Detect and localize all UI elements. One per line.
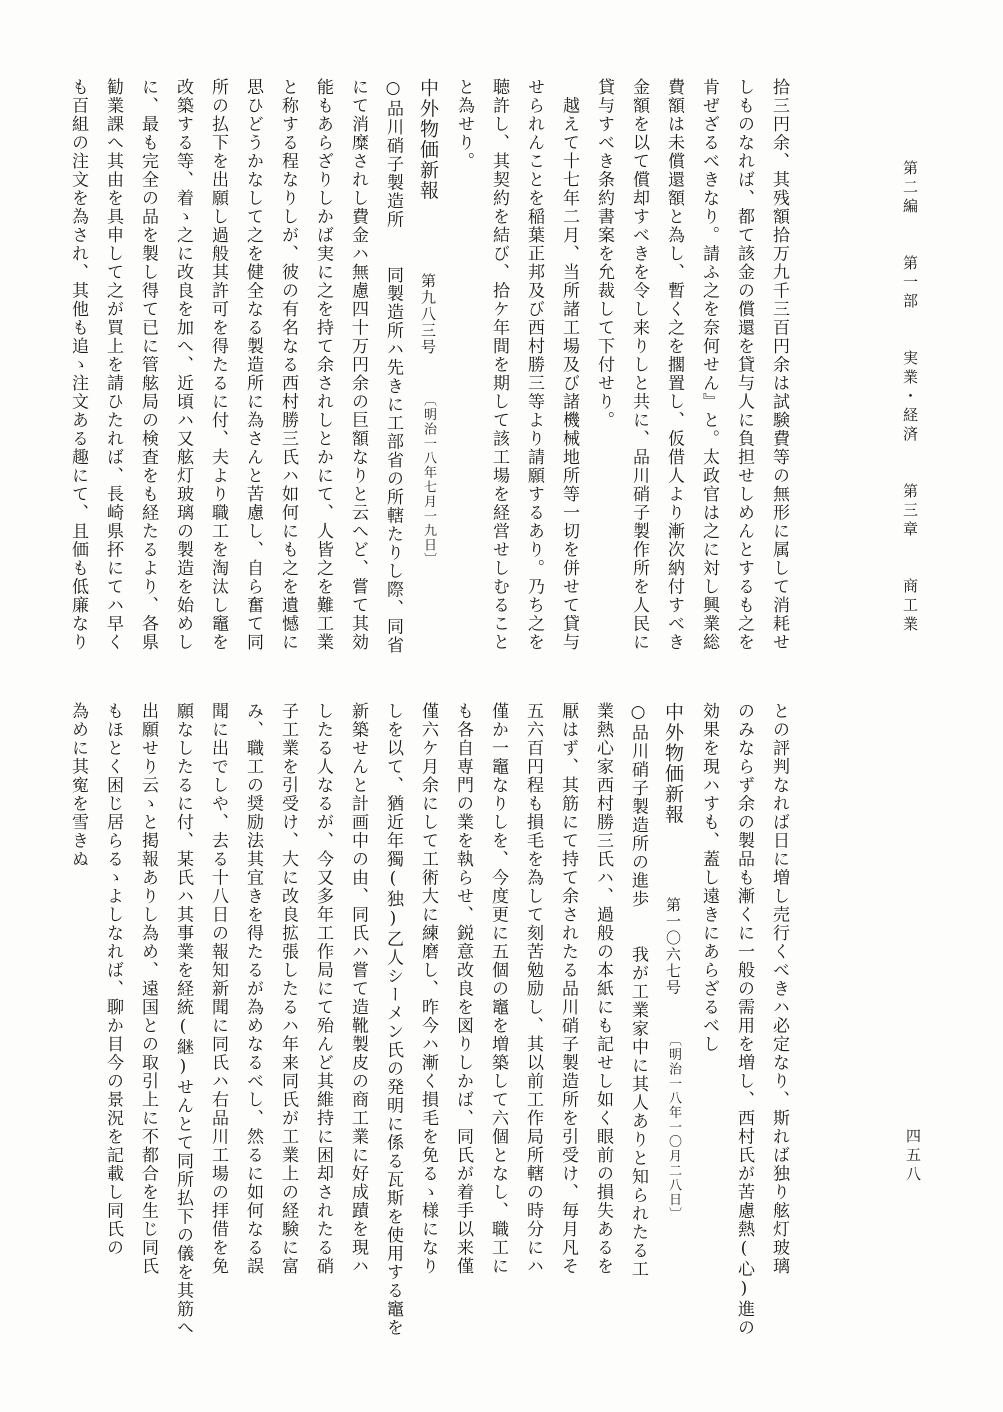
page-number: 四五八 xyxy=(904,1128,922,1185)
text-column: と称する程なりしが、彼の有名なる西村勝三氏ハ如何にも之を遺憾に xyxy=(278,78,298,652)
text-column: 為めに其寃を雪きぬ xyxy=(68,702,88,869)
header-edition: 第二編 xyxy=(901,160,919,217)
header-part: 第一部 xyxy=(901,255,919,312)
text-column: 思ひどうかなして之を健全なる製造所に為さんと苦慮し、自ら奮て同 xyxy=(243,78,263,652)
text-column: 効果を現ハすも、蓋し遠きにあらざるべし xyxy=(699,702,719,1054)
text-column: 僅六ケ月余にして工術大に練磨し、昨今ハ漸く損毛を免るゝ様になり xyxy=(418,702,438,1276)
text-column: したる人なるが、今又多年工作局にて殆んど其維持に困却されたる硝 xyxy=(313,702,333,1276)
text-column: 勧業課へ其由を具申して之が買上を請ひたれば、長崎県抔にてハ早く xyxy=(103,78,123,652)
text-column: も百組の注文を為され、其他も追ゝ注文ある趣にて、且価も低廉なり xyxy=(68,78,88,652)
text-column: 聴許し、其契約を結び、拾ケ年間を期して該工場を経営せしむること xyxy=(489,78,509,652)
header-section: 実業・経済 xyxy=(901,350,919,445)
lower-text-block xyxy=(60,702,796,1337)
text-column: 改築する等、着ゝ之に改良を加へ、近頃ハ又舷灯玻璃の製造を始めし xyxy=(173,78,193,652)
text-column: 所の払下を出願し過般其許可を得たるに付、夫より職工を淘汰し竈を xyxy=(208,78,228,652)
text-column: み、職工の奨励法其宜きを得たるが為めなるべし、然るに如何なる誤 xyxy=(243,702,263,1276)
text-column: との評判なれば日に増し売行くべきハ必定なり、斯れば独り舷灯玻璃 xyxy=(769,702,789,1276)
text-column: ○品川硝子製造所の進歩 我が工業家中に其人ありと知られたる工 xyxy=(628,702,648,1279)
header-chapter: 第三章 xyxy=(901,483,919,540)
text-column: 越えて十七年二月、当所諸工場及び諸機械地所等一切を併せて貸与 xyxy=(559,78,579,652)
text-column: ○品川硝子製造所 同製造所ハ先きに工部省の所轄たりし際、同省 xyxy=(383,78,403,655)
newspaper-title-line xyxy=(655,702,691,1302)
newspaper-title-line xyxy=(410,78,446,668)
text-column: しものなれば、都て該金の償還を貸与人に負担せしめんとするも之を xyxy=(734,78,754,652)
text-column: と為せり。 xyxy=(454,78,474,171)
issue-date: 〔明治一八年一〇月二八日〕 xyxy=(666,1033,681,1222)
text-column: 聞に出でしや、去る十八日の報知新聞に同氏ハ右品川工場の拝借を免 xyxy=(208,702,228,1276)
text-column: 五六百円程も損毛を為して刻苦勉励し、其以前工作局所轄の時分にハ xyxy=(523,702,543,1276)
issue-number: 第九八三号 xyxy=(419,272,437,355)
text-column: 金額を以て償却すべきを令し来りしと共に、品川硝子製作所を人民に xyxy=(629,78,649,652)
issue-date: 〔明治一八年七月一九日〕 xyxy=(421,392,436,567)
text-column: もほとく困じ居らるゝよしなれば、聊か目今の景況を記載し同氏の xyxy=(103,702,123,1257)
text-column: のみならず余の製品も漸くに一般の需用を増し、西村氏が苦慮熱(心)進の xyxy=(734,702,754,1337)
text-column: 新築せんと計画中の由、同氏ハ嘗て造靴製皮の商工業に好成蹟を現ハ xyxy=(348,702,368,1276)
text-column: 費額は未償還額と為し、暫く之を擱置し、仮借人より漸次納付すべき xyxy=(664,78,684,652)
text-column: しを以て、猶近年獨(独)乙人シーメン氏の発明に係る瓦斯を使用する竈を xyxy=(383,702,403,1337)
text-column: 厭はず、其筋にて持て余されたる品川硝子製造所を引受け、毎月凡そ xyxy=(558,702,578,1276)
upper-text-block xyxy=(60,78,796,668)
text-column: 業熱心家西村勝三氏ハ、過般の本紙にも記せし如く眼前の損失あるを xyxy=(593,702,613,1276)
text-column: 拾三円余、其残額拾万九千三百円余は試験費等の無形に属して消耗せ xyxy=(769,78,789,652)
text-column: 肯ぜざるべきなり。請ふ之を奈何せん』と。太政官は之に対し興業総 xyxy=(699,78,719,652)
newspaper-title: 中外物価新報 xyxy=(662,702,684,825)
text-column: せられんことを稲葉正邦及び西村勝三等より請願するあり。乃ち之を xyxy=(524,78,544,652)
issue-number: 第一〇六七号 xyxy=(664,896,682,996)
header-topic: 商工業 xyxy=(901,578,919,635)
text-column: も各自専門の業を執らせ、鋭意改良を図りしかば、同氏が着手以来僅 xyxy=(453,702,473,1276)
running-header xyxy=(900,160,921,651)
newspaper-title: 中外物価新報 xyxy=(417,78,439,201)
text-column: 子工業を引受け、大に改良拡張したるハ年来同氏が工業上の経験に富 xyxy=(278,702,298,1276)
text-column: 貸与すべき条約書案を允裁して下付せり。 xyxy=(594,78,614,430)
text-column: 出願せり云ゝと掲報ありし為め、遠国との取引上に不都合を生じ同氏 xyxy=(138,702,158,1276)
text-column: 願なしたるに付、某氏ハ其事業を経統(継)せんとて同所払下の儀を其筋へ xyxy=(173,702,193,1337)
text-column: に、最も完全の品を製し得て已に管舷局の検査をも経たるより、各県 xyxy=(138,78,158,652)
text-column: にて消糜されし費金ハ無慮四十万円余の巨額なりと云へど、嘗て其効 xyxy=(348,78,368,652)
text-column: 能もあらざりしかば実に之を持て余されしとかにて、人皆之を難工業 xyxy=(313,78,333,652)
text-column: 僅か一竈なりしを、今度更に五個の竈を増築して六個となし、職工に xyxy=(488,702,508,1276)
